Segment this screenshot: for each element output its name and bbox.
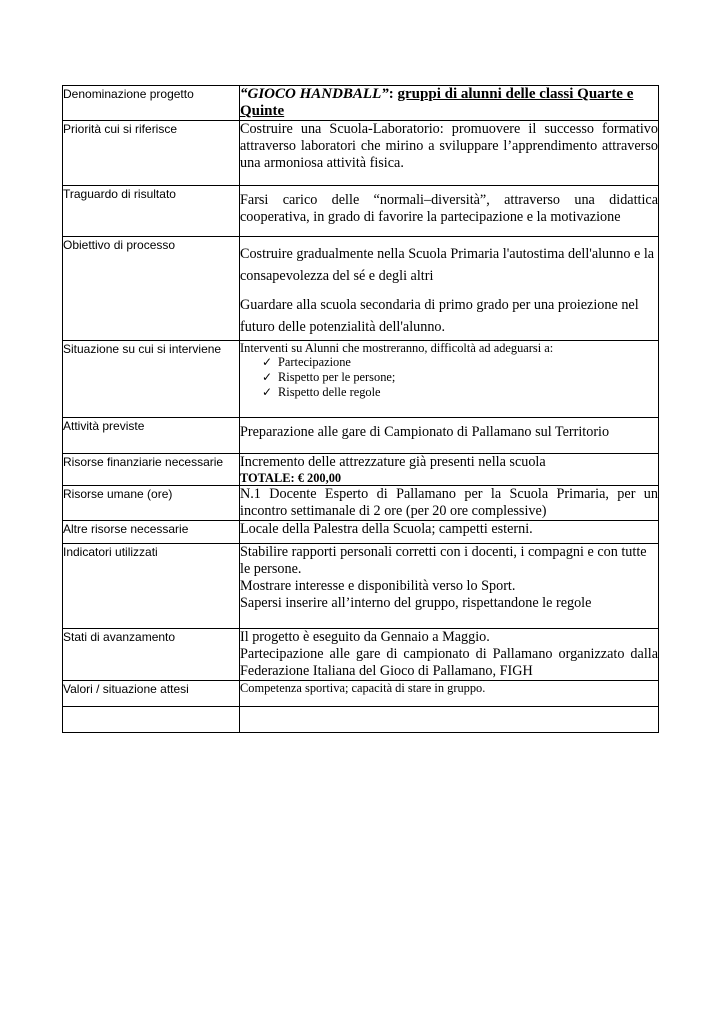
row-value xyxy=(240,186,659,237)
list-item-text: Rispetto delle regole xyxy=(278,385,381,399)
row-label: Altre risorse necessarie xyxy=(63,521,240,544)
table-row xyxy=(63,681,659,707)
row-label: Stati di avanzamento xyxy=(63,629,240,681)
row-label: Traguardo di risultato xyxy=(63,186,240,237)
project-title-cell xyxy=(240,86,659,121)
table-row xyxy=(63,121,659,186)
value-text: Preparazione alle gare di Campionato di Pallamano sul Territorio xyxy=(240,424,610,440)
value-text: Locale della Palestra della Scuola; campetti esterni. xyxy=(240,521,533,537)
row-value xyxy=(240,486,659,521)
table-row xyxy=(63,629,659,681)
table-row xyxy=(63,237,659,341)
table-row xyxy=(63,454,659,486)
check-mark-icon: ✓ xyxy=(262,385,273,399)
row-value xyxy=(240,237,659,341)
list-item-text: Partecipazione xyxy=(278,355,351,369)
project-subtitle-1: gruppi di alunni delle classi Quarte e xyxy=(397,86,634,102)
list-item xyxy=(262,385,658,400)
row-value xyxy=(240,454,659,486)
value-text: Costruire una Scuola-Laboratorio: promuovere il successo formativo attraverso laboratori che mirino a sviluppare l’apprendimento attraverso una armoniosa attività fisica. xyxy=(240,121,658,171)
row-value xyxy=(240,418,659,454)
value-text: Guardare alla scuola secondaria di primo grado per una proiezione nel futuro delle potenzialità dell'alunno. xyxy=(240,297,639,335)
row-label: Priorità cui si riferisce xyxy=(63,121,240,186)
value-text: Il progetto è eseguito da Gennaio a Maggio. xyxy=(240,629,490,645)
row-label: Attività previste xyxy=(63,418,240,454)
table-row xyxy=(63,544,659,629)
table-row xyxy=(63,521,659,544)
value-text: Costruire gradualmente nella Scuola Primaria l'autostima dell'alunno e la consapevolezza del sé e degli altri xyxy=(240,246,655,284)
list-item xyxy=(262,370,658,385)
project-title xyxy=(240,86,658,120)
table-row xyxy=(63,186,659,237)
list-item xyxy=(262,355,658,370)
row-value xyxy=(240,629,659,681)
table-row xyxy=(63,486,659,521)
table-row xyxy=(63,418,659,454)
check-list xyxy=(240,355,658,400)
row-label: Risorse umane (ore) xyxy=(63,486,240,521)
project-table xyxy=(62,85,659,733)
value-text: Incremento delle attrezzature già presenti nella scuola xyxy=(240,454,546,470)
row-value xyxy=(240,681,659,707)
row-label: Denominazione progetto xyxy=(63,86,240,121)
row-label: Risorse finanziarie necessarie xyxy=(63,454,240,486)
check-mark-icon: ✓ xyxy=(262,370,273,384)
value-text: Partecipazione alle gare di campionato di Pallamano organizzato dalla Federazione Italiana del Gioco di Pallamano, FIGH xyxy=(240,646,658,679)
row-label: Situazione su cui si interviene xyxy=(63,341,240,418)
table-row xyxy=(63,86,659,121)
row-value xyxy=(240,121,659,186)
project-name: “GIOCO HANDBALL” xyxy=(240,86,389,102)
table-row xyxy=(63,707,659,733)
row-value xyxy=(240,341,659,418)
value-text: Competenza sportiva; capacità di stare in gruppo. xyxy=(240,681,486,695)
title-colon: : xyxy=(388,86,398,102)
value-text: Stabilire rapporti personali corretti con i docenti, i compagni e con tutte le persone. xyxy=(240,544,647,577)
value-text: Mostrare interesse e disponibilità verso lo Sport. xyxy=(240,578,516,594)
value-text: Farsi carico delle “normali–diversità”, attraverso una didattica cooperativa, in grado di favorire la partecipazione e la motivazione xyxy=(240,192,658,225)
value-text: Sapersi inserire all’interno del gruppo, rispettandone le regole xyxy=(240,595,592,611)
value-text: N.1 Docente Esperto di Pallamano per la Scuola Primaria, per un incontro settimanale di 2 ore (per 20 ore complessive) xyxy=(240,486,658,519)
list-item-text: Rispetto per le persone; xyxy=(278,370,396,384)
row-value xyxy=(240,544,659,629)
row-value xyxy=(240,707,659,733)
check-mark-icon: ✓ xyxy=(262,355,273,369)
project-subtitle-2: Quinte xyxy=(240,103,285,119)
total-amount: TOTALE: € 200,00 xyxy=(240,471,342,485)
row-label xyxy=(63,707,240,733)
table-row xyxy=(63,341,659,418)
row-label: Indicatori utilizzati xyxy=(63,544,240,629)
row-label: Obiettivo di processo xyxy=(63,237,240,341)
value-text: Interventi su Alunni che mostreranno, difficoltà ad adeguarsi a: xyxy=(240,341,554,355)
row-label: Valori / situazione attesi xyxy=(63,681,240,707)
row-value xyxy=(240,521,659,544)
